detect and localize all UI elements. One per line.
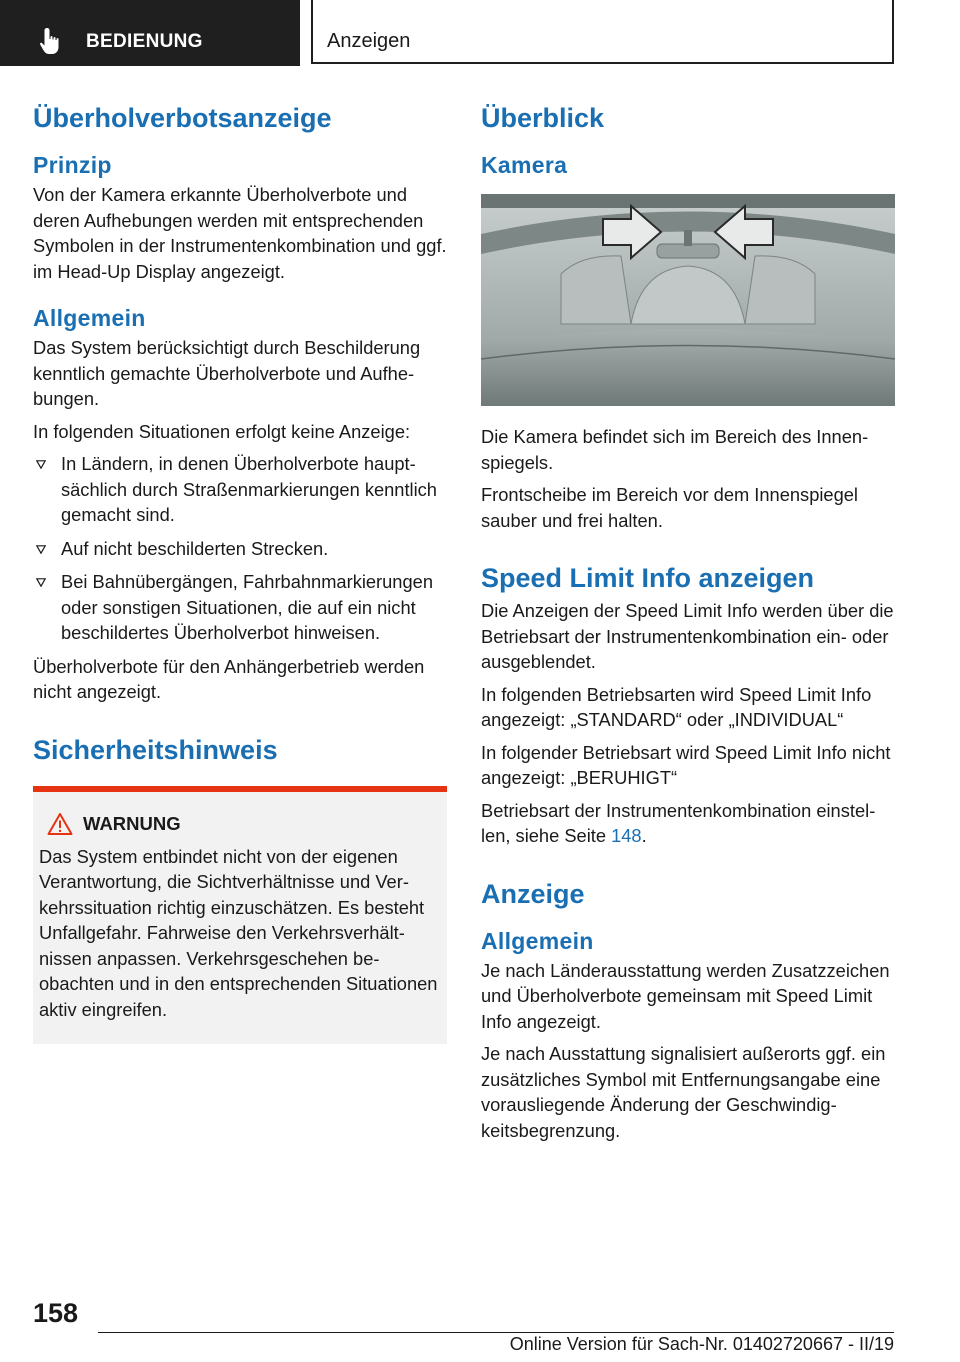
- section-label: BEDIENUNG: [86, 31, 203, 52]
- paragraph-anzeige-1: Je nach Länderausstattung werden Zusatzzeichen und Überholverbote gemeinsam mit Speed Limit Info angezeigt.: [481, 959, 890, 1032]
- section-title-speed-limit-info: Speed Limit Info anzeigen: [481, 563, 815, 593]
- page-number: 158: [33, 1298, 79, 1328]
- chapter-tab: [311, 0, 894, 64]
- subheading-prinzip: Prinzip: [33, 152, 112, 178]
- paragraph-allgemein-2: In folgenden Situationen erfolgt keine Anzeige:: [33, 420, 411, 442]
- list-item-text: Bei Bahnübergängen, Fahrbahnmarkierungen oder sonstigen Situationen, die auf ein nicht beschildertes Überholverbot hinweisen.: [61, 571, 433, 643]
- warning-box: [33, 792, 447, 1045]
- page-reference-link[interactable]: 148: [611, 825, 642, 846]
- section-title-ueberblick: Überblick: [481, 103, 605, 133]
- paragraph-kamera-1: Die Kamera befindet sich im Bereich des Innenspiegels.: [481, 426, 869, 473]
- paragraph-speed-limit-1: Die Anzeigen der Speed Limit Info werden über die Betriebsart der Instrumentenkombination ein- oder ausgeblendet.: [481, 600, 894, 672]
- paragraph-allgemein-3: Überholverbote für den Anhängerbetrieb werden nicht angezeigt.: [33, 655, 425, 702]
- section-title-anzeige: Anzeige: [481, 878, 585, 909]
- footer-rule: [98, 1332, 894, 1333]
- list-item: [33, 569, 447, 646]
- warning-triangle-icon: [47, 812, 73, 836]
- subheading-kamera: Kamera: [481, 152, 568, 178]
- paragraph-allgemein-1: Das System berücksichtigt durch Beschilderung kenntlich gemachte Überholverbote und Aufhebungen.: [33, 337, 421, 409]
- hand-pointer-icon: [38, 26, 66, 56]
- bullet-list: [33, 451, 447, 646]
- subheading-allgemein: Allgemein: [33, 305, 146, 331]
- paragraph-anzeige-2: Je nach Ausstattung signalisiert außerorts ggf. ein zusätzliches Symbol mit Entfernungsangabe eine vorausliegende Änderung der Geschwindigkeitsbegrenzung.: [481, 1043, 886, 1141]
- section-title-sicherheitshinweis: Sicherheitshinweis: [33, 734, 278, 765]
- camera-location-image: [481, 194, 895, 406]
- warning-header: [39, 812, 439, 838]
- subheading-anzeige-allgemein: Allgemein: [481, 927, 594, 954]
- right-column: [481, 98, 895, 1150]
- triangle-bullet-icon: [36, 460, 46, 469]
- left-column: [33, 98, 447, 1044]
- warning-text: Das System entbindet nicht von der eigenen Verantwortung, die Sichtverhältnisse und Verkehrssituation richtig einzuschätzen. Es besteht Unfallgefahr. Fahrweise den Verkehrsverhältnissen anpassen. Verkehrsgeschehen beobachten und in den entsprechenden Situationen aktiv eingreifen.: [39, 845, 438, 1020]
- chapter-label: Anzeigen: [327, 30, 411, 52]
- paragraph-speed-limit-2: In folgenden Betriebsarten wird Speed Limit Info angezeigt: „STANDARD“ oder „INDIVIDUAL“: [481, 683, 872, 730]
- paragraph-kamera-2: Frontscheibe im Bereich vor dem Innenspiegel sauber und frei halten.: [481, 484, 858, 531]
- section-tab: [0, 0, 300, 66]
- footer-online-version: Online Version für Sach-Nr. 01402720667 - II/19: [509, 1334, 894, 1354]
- speed-limit-ref-suffix: .: [641, 825, 647, 846]
- list-item-text: In Ländern, in denen Überholverbote hauptsächlich durch Straßenmarkierungen kenntlich gemacht sind.: [61, 453, 437, 525]
- paragraph-prinzip: Von der Kamera erkannte Überholverbote und deren Aufhebungen werden mit entsprechenden Symbolen in der Instrumentenkombination und ggf. im Head-Up Display angezeigt.: [33, 184, 447, 282]
- list-item: [33, 536, 447, 562]
- speed-limit-ref-text: Betriebsart der Instrumentenkombination einstellen, siehe Seite: [481, 799, 876, 846]
- page-header: [0, 0, 960, 66]
- triangle-bullet-icon: [36, 578, 46, 587]
- triangle-bullet-icon: [36, 545, 46, 554]
- section-title-ueberholverbotsanzeige: Überholverbotsanzeige: [33, 103, 332, 133]
- paragraph-speed-limit-3: In folgender Betriebsart wird Speed Limit Info nicht angezeigt: „BERUHIGT“: [481, 741, 891, 788]
- list-item-text: Auf nicht beschilderten Strecken.: [61, 537, 329, 559]
- warning-title: WARNUNG: [83, 812, 181, 834]
- list-item: [33, 451, 447, 528]
- paragraph-speed-limit-4: [481, 798, 895, 849]
